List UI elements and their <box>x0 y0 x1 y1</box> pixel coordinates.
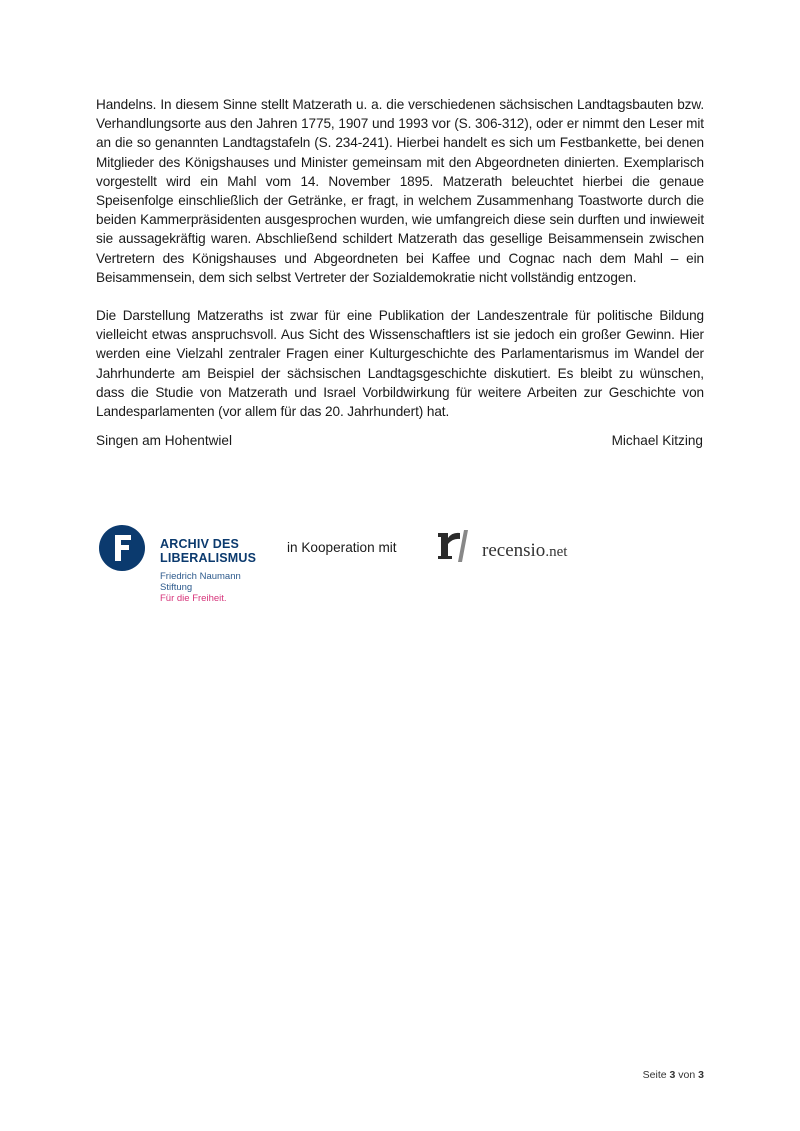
signature-place: Singen am Hohentwiel <box>96 433 233 448</box>
recensio-r-icon <box>438 526 482 566</box>
body-paragraph: Handelns. In diesem Sinne stellt Matzerath u. a. die verschiedenen sächsischen Landtagsbauten bzw. Verhandlungsorte aus den Jahren 1775, 1907 und 1993 vor (S. 306-312), oder er nimmt den Leser mit an die so genannten Landtagstafeln (S. 234-241). Hierbei handelt es sich um Festbankette, bei denen Mitglieder des Königshauses und Minister gemeinsam mit den Abgeordneten dinierten. Exemplarisch vorgestellt wird ein Mahl vom 14. November 1895. Matzerath beleuchtet hierbei die genaue Speisenfolge einschließlich der Getränke, er fragt, in welchem Zusammenhang Toastworte durch die beiden Kammerpräsidenten ausgesprochen wurden, wie umfangreich diese sein durften und inwieweit sie aussagekräftig waren. Abschließend schildert Matzerath das gesellige Beisammensein zwischen Vertretern des Königshauses und Abgeordneten bei Kaffee und Cognac nach dem Mahl – ein Beisammensein, dem sich selbst Vertreter der Sozialdemokratie nicht vollständig entzogen. <box>96 97 704 285</box>
body-paragraph: Die Darstellung Matzeraths ist zwar für eine Publikation der Landeszentrale für politische Bildung vielleicht etwas anspruchsvoll. Aus Sicht des Wissenschaftlers ist sie jedoch ein großer Gewinn. Hier werden eine Vielzahl zentraler Fragen einer Kulturgeschichte des Parlamentarismus im Wandel der Jahrhunderte am Beispiel der sächsischen Landtagsgeschichte diskutiert. Es bleibt zu wünschen, dass die Studie von Matzerath und Israel Vorbildwirkung für weitere Arbeiten zur Geschichte von Landesparlamenten (vor allem für das 20. Jahrhundert) hat. <box>96 308 704 420</box>
archiv-logo-subtitle: Friedrich Naumann Stiftung Für die Freiheit. <box>160 571 241 604</box>
recensio-wordmark: recensio.net <box>482 540 568 561</box>
recensio-logo[interactable] <box>438 526 618 570</box>
archiv-logo-title: ARCHIV DES LIBERALISMUS <box>160 537 257 565</box>
article-body <box>96 95 704 421</box>
archiv-des-liberalismus-logo[interactable] <box>96 522 271 604</box>
page-number: Seite 3 von 3 <box>642 1069 704 1081</box>
archiv-logo-icon <box>99 525 145 571</box>
signature-author: Michael Kitzing <box>611 433 703 448</box>
cooperation-text: in Kooperation mit <box>287 540 397 555</box>
partner-logos <box>96 520 616 604</box>
